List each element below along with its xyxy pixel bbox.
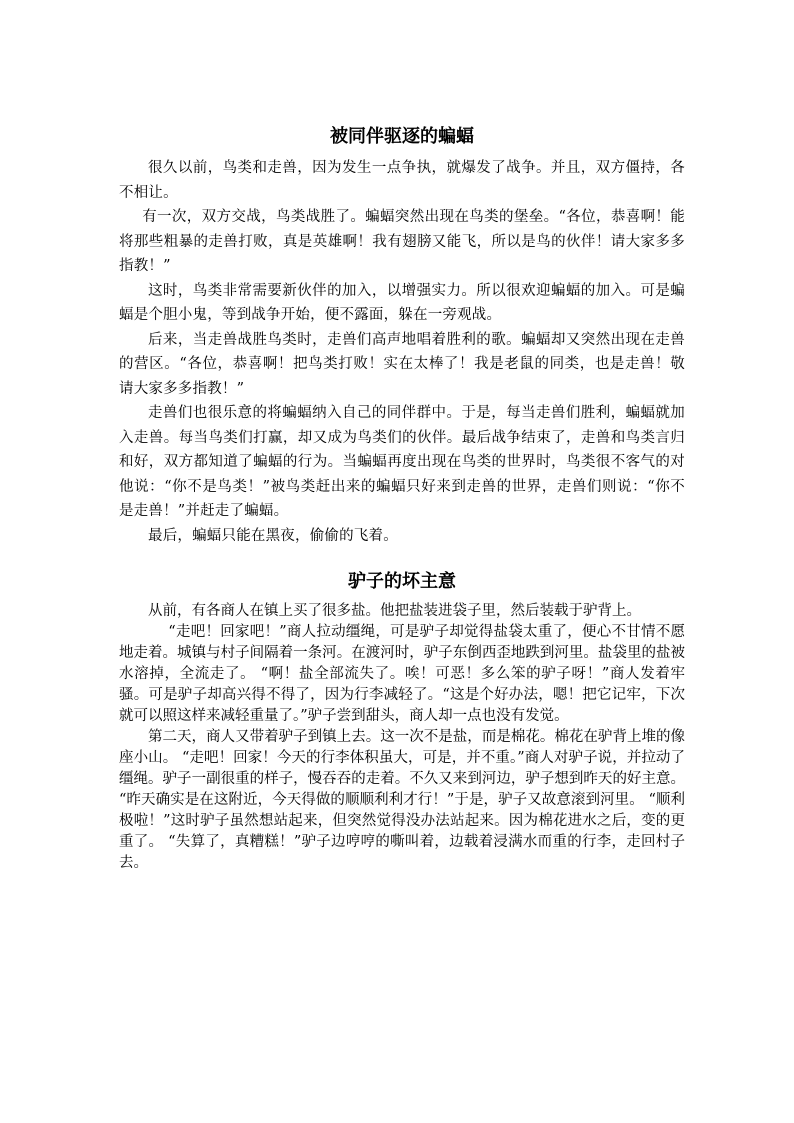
paragraph: 很久以前，鸟类和走兽，因为发生一点争执，就爆发了战争。并且，双方僵持，各不相让。 xyxy=(119,160,685,201)
story-title: 驴子的坏主意 xyxy=(348,571,456,592)
story-donkey xyxy=(119,569,685,874)
paragraph: 有一次，双方交战，鸟类战胜了。蝙蝠突然出现在鸟类的堡垒。“各位，恭喜啊！能将那些粗暴的走兽打败，真是英雄啊！我有翅膀又能飞，所以是鸟的伙伴！请大家多多指教！” xyxy=(119,209,685,274)
paragraph: 这时，鸟类非常需要新伙伴的加入，以增强实力。所以很欢迎蝙蝠的加入。可是蝙蝠是个胆小鬼，等到战争开始，便不露面，躲在一旁观战。 xyxy=(119,282,685,323)
paragraph: “走吧！回家吧！”商人拉动缰绳，可是驴子却觉得盐袋太重了，便心不甘情不愿地走着。城镇与村子间隔着一条河。在渡河时，驴子东倒西歪地跌到河里。盐袋里的盐被水溶掉，全流走了。 “啊！盐全部流失了。唉！可恶！多么笨的驴子呀！”商人发着牢骚。可是驴子却高兴得不得了，因为行李减轻了。“这是个好办法，嗯！把它记牢，下次就可以照这样来减轻重量了。”驴子尝到甜头，商人却一点也没有发觉。 xyxy=(119,624,685,724)
story-title: 被同伴驱逐的蝙蝠 xyxy=(330,126,474,147)
paragraph: 第二天，商人又带着驴子到镇上去。这一次不是盐，而是棉花。棉花在驴背上堆的像座小山。 “走吧！回家！今天的行李体积虽大，可是，并不重。”商人对驴子说，并拉动了缰绳。驴子一副很重的样子，慢吞吞的走着。不久又来到河边，驴子想到昨天的好主意。 “昨天确实是在这附近，今天得做的顺顺利利才行！”于是，驴子又故意滚到河里。 “顺利极啦！”这时驴子虽然想站起来，但突然觉得没办法站起来。因为棉花进水之后，变的更重了。 “失算了，真糟糕！”驴子边哼哼的嘶叫着，边载着浸满水而重的行李，走回村子去。 xyxy=(119,729,685,871)
paragraph: 从前，有各商人在镇上买了很多盐。他把盐装进袋子里，然后装载于驴背上。 xyxy=(148,603,641,619)
story-bat xyxy=(119,124,685,548)
paragraph: 最后，蝙蝠只能在黑夜，偷偷的飞着。 xyxy=(148,527,398,544)
paragraph: 后来，当走兽战胜鸟类时，走兽们高声地唱着胜利的歌。蝙蝠却又突然出现在走兽的营区。“各位，恭喜啊！把鸟类打败！实在太棒了！我是老鼠的同类，也是走兽！敬请大家多多指教！” xyxy=(119,331,685,397)
paragraph: 走兽们也很乐意的将蝙蝠纳入自己的同伴群中。于是，每当走兽们胜利，蝙蝠就加入走兽。每当鸟类们打赢，却又成为鸟类们的伙伴。最后战争结束了，走兽和鸟类言归和好，双方都知道了蝙蝠的行为。当蝙蝠再度出现在鸟类的世界时，鸟类很不客气的对他说：“你不是鸟类！”被鸟类赶出来的蝙蝠只好来到走兽的世界，走兽们则说：“你不是走兽！”并赶走了蝙蝠。 xyxy=(119,405,685,519)
